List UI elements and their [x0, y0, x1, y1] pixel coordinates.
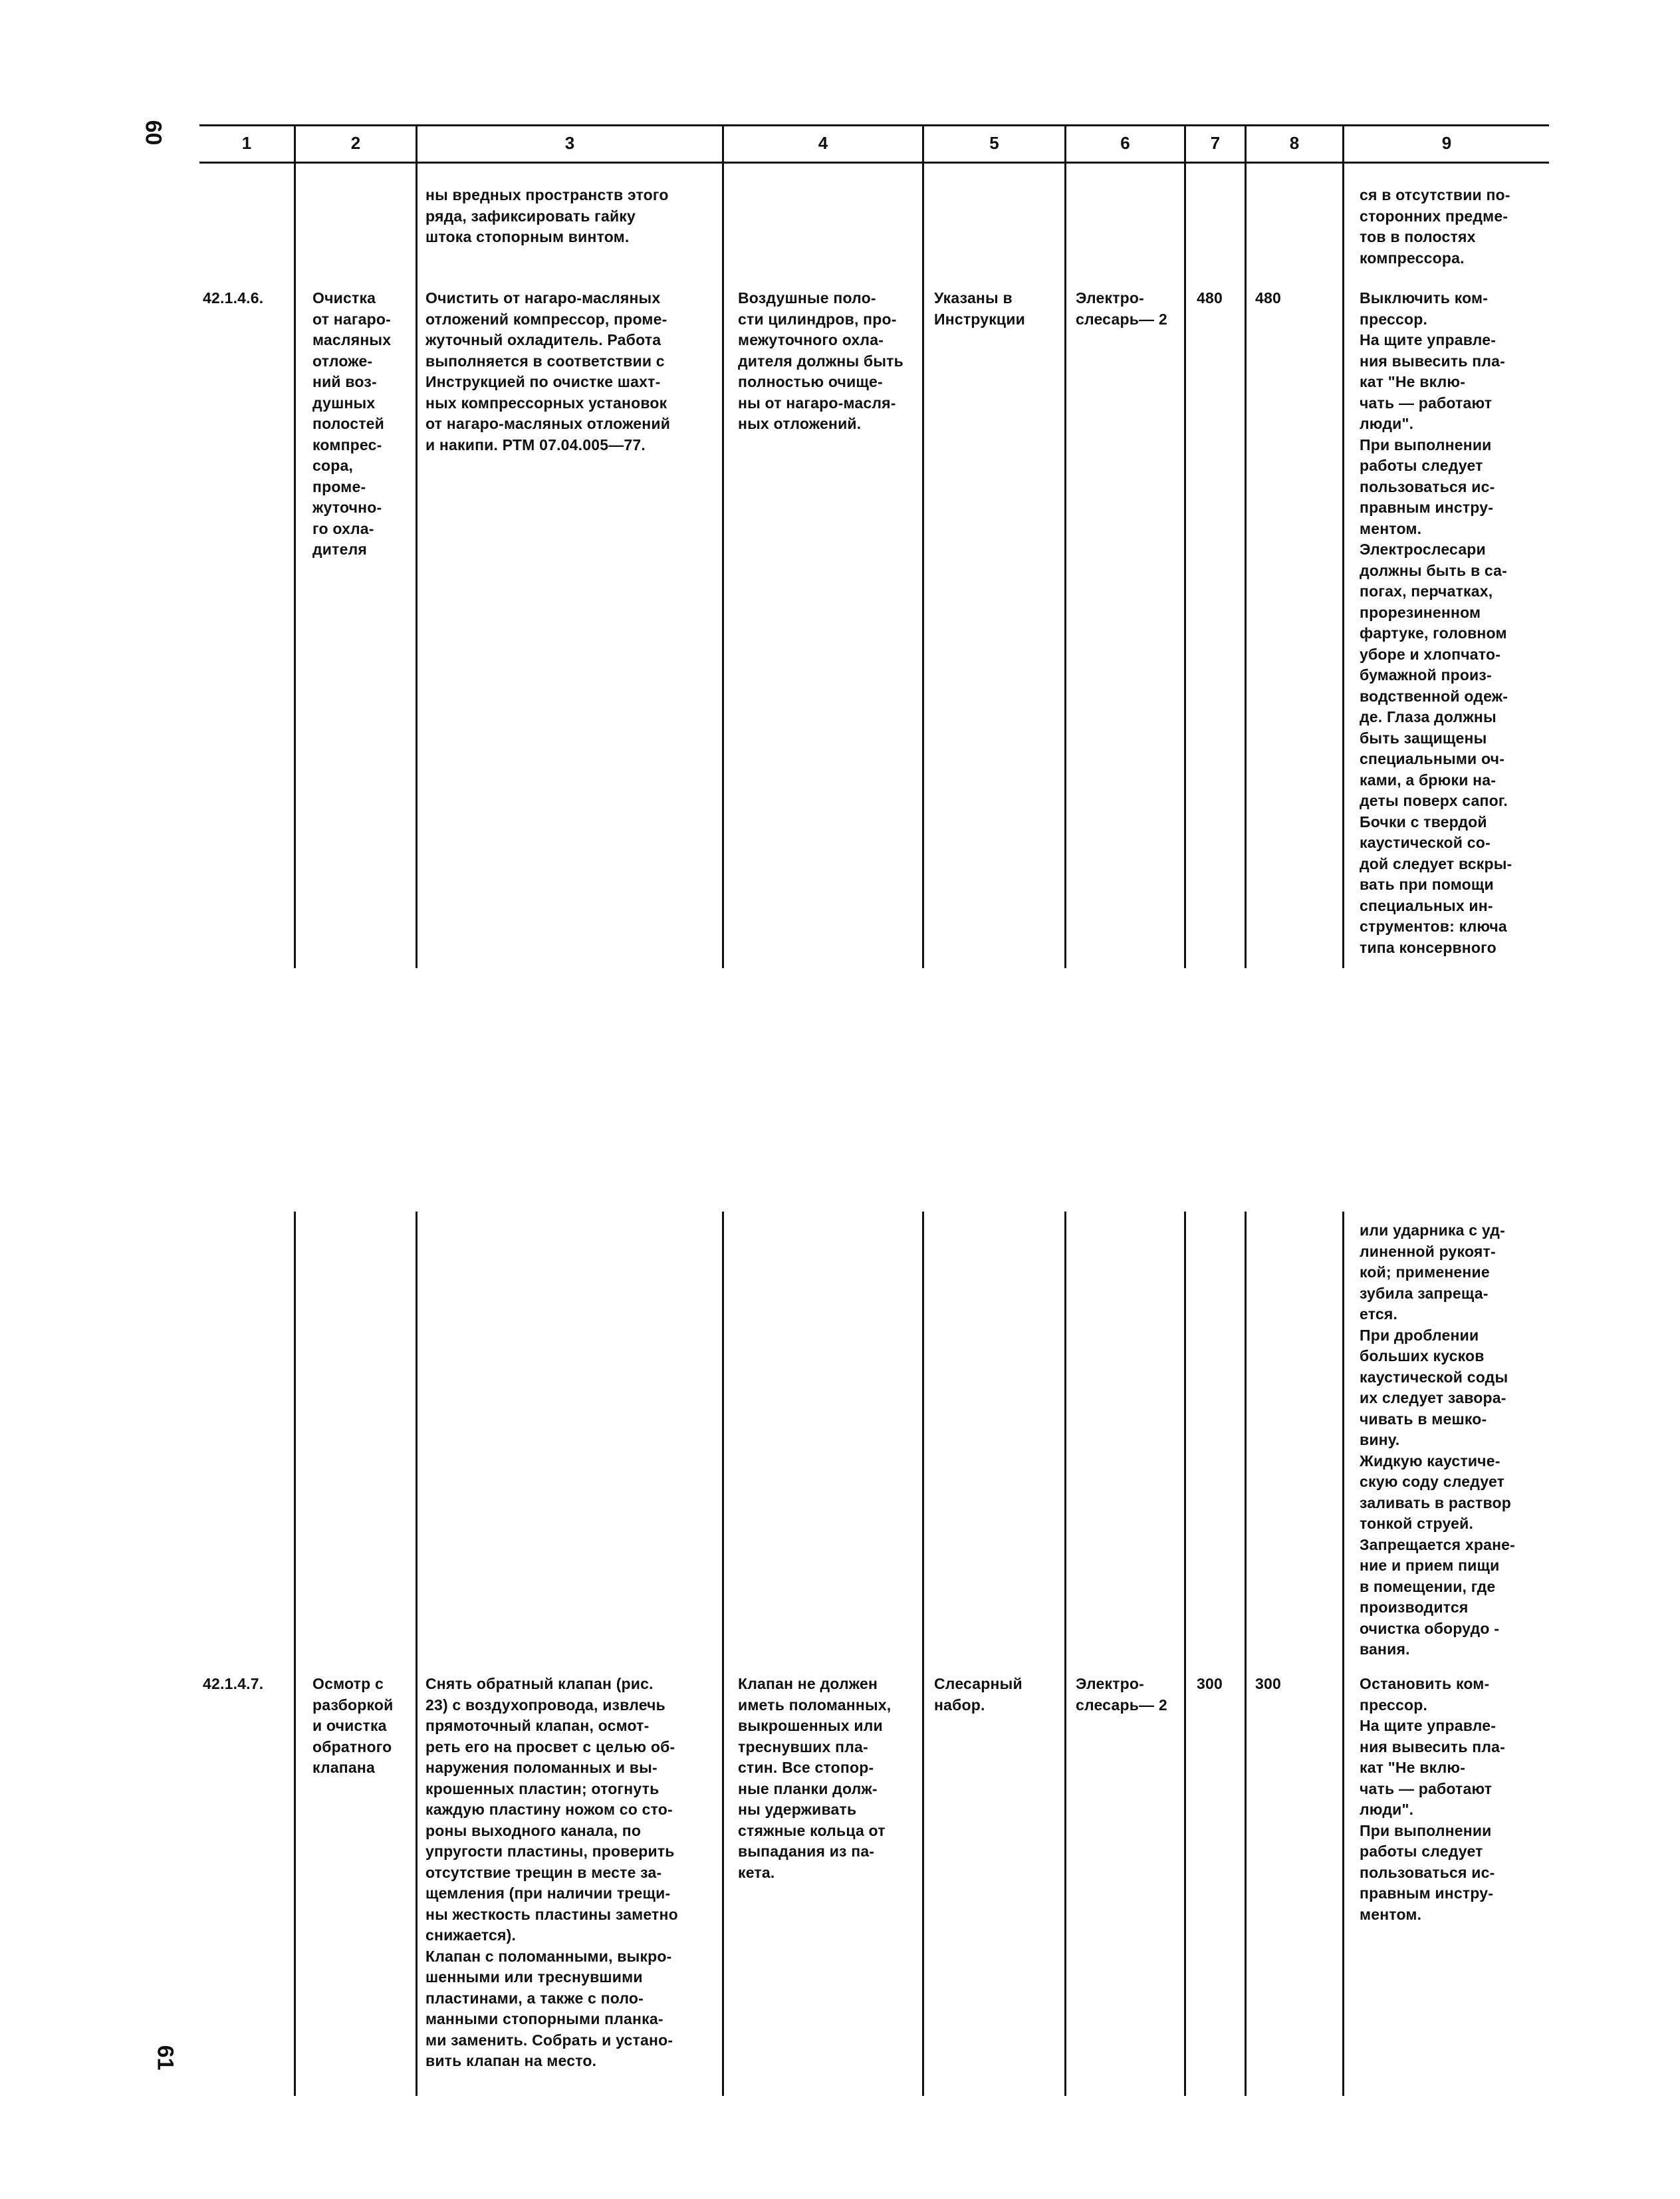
- column-rule: [416, 1212, 418, 2096]
- page-number-top: 60: [140, 120, 166, 146]
- column-rule: [1342, 164, 1344, 968]
- column-rule: [294, 1212, 296, 2096]
- column-rule: [1245, 1212, 1247, 2096]
- carry-c3: ны вредных пространств этого ряда, зафиксировать гайку штока стопорным винтом.: [425, 186, 669, 245]
- row-requirements-42146: Воздушные поло- сти цилиндров, про- межуточного охла- дителя должны быть полностью очище- ны от нагаро-масля- ных отложений.: [738, 289, 903, 432]
- row-procedure-42147: Снять обратный клапан (рис. 23) с воздухопровода, извлечь прямоточный клапан, осмот- реть его на просвет с целью об- наружения поломанных и вы- крошенных пластин; отогнуть каждую пластину ножом со сто- роны выходного канала, по упругости пластины, проверить отсутствие трещин в месте за- щемления (при наличии трещи- ны жесткость пластины заметно снижается). Клапан с поломанными, выкро- шенными или треснувшими пластинами, а также с поло- манными стопорными планка- ми заменить. Собрать и устано- вить клапан на место.: [425, 1675, 678, 2069]
- column-rule: [722, 1212, 724, 2096]
- row-requirements-42147: Клапан не должен иметь поломанных, выкрошенных или треснувших пла- стин. Все стопор- ные планки долж- ны удерживать стяжные кольца от выпадания из па- кета.: [738, 1675, 892, 1881]
- row-number-42147: 42.1.4.7.: [203, 1675, 264, 1692]
- column-header-7: 7: [1210, 132, 1221, 153]
- column-rule: [1184, 1212, 1186, 2096]
- row-number-42146: 42.1.4.6.: [203, 289, 264, 307]
- column-rule: [1184, 164, 1186, 968]
- carry-c9-continued: или ударника с уд- линенной рукоят- кой; применение зубила запреща- ется. При дроблении больших кусков каустической соды их следует завора- чивать в мешко- вину. Жидкую каустиче- скую соду следует заливать в раствор тонкой струей. Запрещается хране- ние и прием пищи в помещении, где производится очистка оборудо - вания.: [1360, 1222, 1516, 1658]
- column-header-6: 6: [1120, 132, 1130, 153]
- row-staff-42147: Электро- слесарь— 2: [1076, 1675, 1167, 1714]
- carry-c9: ся в отсутствии по- сторонних предме- тов в полостях компрессора.: [1360, 186, 1510, 267]
- row-staff-42146: Электро- слесарь— 2: [1076, 289, 1167, 328]
- column-rule: [1342, 1212, 1344, 2096]
- header-bottom-rule: [199, 162, 1549, 164]
- column-rule: [922, 1212, 924, 2096]
- column-rule: [1064, 164, 1066, 968]
- row-col7-42147: 300: [1197, 1675, 1223, 1692]
- column-rule: [1064, 1212, 1066, 2096]
- row-title-42147: Осмотр с разборкой и очистка обратного клапана: [312, 1675, 394, 1776]
- column-rule: [416, 164, 418, 968]
- row-procedure-42146: Очистить от нагаро-масляных отложений компрессор, проме- жуточный охладитель. Работа выполняется в соответствии с Инструкцией по очистке шахт- ных компрессорных установок от нагаро-масляных отложений и накипи. РТМ 07.04.005—77.: [425, 289, 671, 453]
- column-header-5: 5: [989, 132, 999, 153]
- column-header-8: 8: [1289, 132, 1300, 153]
- column-header-1: 1: [241, 132, 252, 153]
- row-tools-42146: Указаны в Инструкции: [934, 289, 1025, 328]
- row-col7-42146: 480: [1197, 289, 1223, 307]
- row-safety-42147: Остановить ком- прессор. На щите управле- ния вывесить пла- кат "Не вклю- чать — работают люди". При выполнении работы следует пользоваться ис- правным инстру- ментом.: [1360, 1675, 1506, 1923]
- column-rule: [922, 164, 924, 968]
- row-tools-42147: Слесарный набор.: [934, 1675, 1022, 1714]
- column-rule: [722, 164, 724, 968]
- page-number-bottom: 61: [152, 2045, 178, 2071]
- row-title-42146: Очистка от нагаро- масляных отложе- ний воз- душных полостей компрес- сора, проме- жуточно- го охла- дителя: [312, 289, 392, 558]
- column-header-4: 4: [818, 132, 828, 153]
- column-header-9: 9: [1441, 132, 1452, 153]
- column-header-2: 2: [350, 132, 361, 153]
- column-rule: [1245, 164, 1247, 968]
- column-header-3: 3: [564, 132, 575, 153]
- row-col8-42146: 480: [1255, 289, 1281, 307]
- row-col8-42147: 300: [1255, 1675, 1281, 1692]
- row-safety-42146: Выключить ком- прессор. На щите управле- ния вывесить пла- кат "Не вклю- чать — работают люди". При выполнении работы следует пользоваться ис- правным инстру- ментом. Электрослесари должны быть в са- погах, перчатках, прорезиненном фартуке, головном уборе и хлопчато- бумажной произ- водственной одеж- де. Глаза должны быть защищены специальными оч- ками, а брюки на- деты поверх сапог. Бочки с твердой каустической со- дой следует вскры- вать при помощи специальных ин- струментов: ключа типа консервного: [1360, 289, 1512, 956]
- column-rule: [294, 164, 296, 968]
